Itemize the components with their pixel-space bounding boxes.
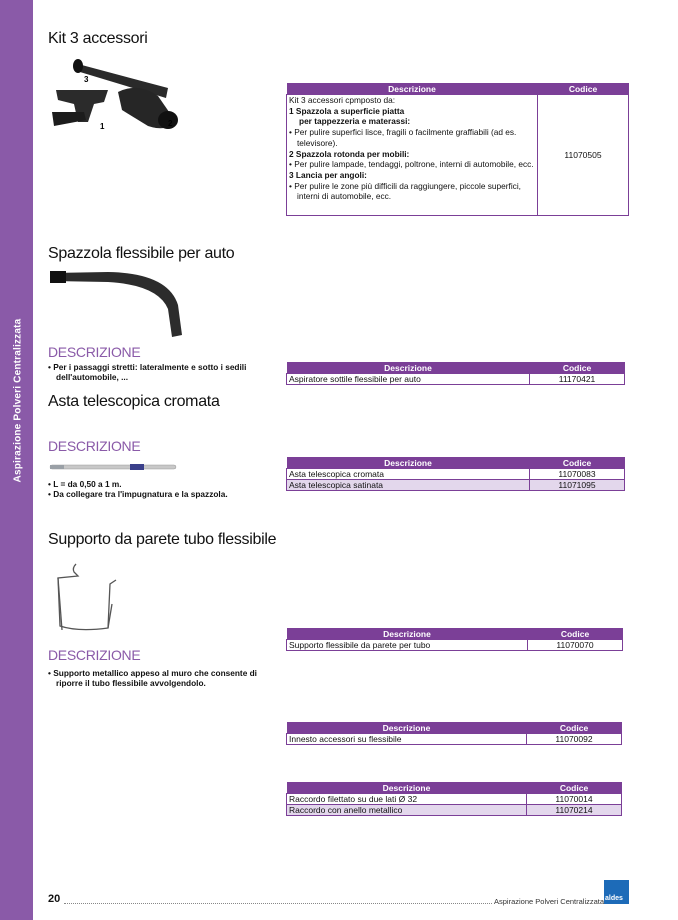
col-descrizione: Descrizione	[287, 83, 538, 95]
row-desc: Asta telescopica satinata	[287, 480, 530, 491]
col-descrizione: Descrizione	[287, 722, 527, 734]
row-code: 11070083	[530, 469, 625, 480]
bullet-item: • Da collegare tra l'impugnatura e la spazzola.	[48, 489, 273, 499]
supporto-title: Supporto da parete tubo flessibile	[48, 531, 277, 548]
spazzola-table	[286, 362, 625, 385]
flexible-brush-image	[48, 265, 188, 340]
row-desc: Aspiratore sottile flessibile per auto	[287, 374, 530, 385]
row-code: 11071095	[530, 480, 625, 491]
col-descrizione: Descrizione	[287, 362, 530, 374]
asta-desc-heading: DESCRIZIONE	[48, 438, 141, 454]
kit-line: 3 Lancia per angoli:	[289, 169, 367, 180]
bullet-item: • Supporto metallico appeso al muro che consente di riporre il tubo flessibile avvolgendolo.	[48, 668, 273, 688]
kit-line: 1 Spazzola a superficie piatta	[289, 105, 405, 116]
telescopic-rod-image	[48, 462, 178, 472]
spazzola-desc-heading: DESCRIZIONE	[48, 344, 141, 360]
bullet-item: • Per i passaggi stretti: lateralmente e sotto i sedili dell'automobile, ...	[48, 362, 273, 382]
kit-table	[286, 83, 629, 216]
kit-line: • Per pulire le zone più difficili da raggiungere, piccole superfici, interni di automobile, ecc.	[289, 180, 521, 202]
kit-line: Kit 3 accessori cpmposto da:	[289, 95, 396, 105]
row-code: 11070014	[527, 794, 622, 805]
col-codice: Codice	[527, 782, 622, 794]
wall-support-image	[48, 560, 123, 635]
row-desc: Supporto flessibile da parete per tubo	[287, 640, 528, 651]
col-codice: Codice	[527, 722, 622, 734]
col-codice: Codice	[538, 83, 629, 95]
logo-text: aldes	[605, 895, 623, 902]
kit-line: 2 Spazzola rotonda per mobili:	[289, 148, 410, 159]
kit-line: • Per pulire lampade, tendaggi, poltrone, interni di automobile, ecc.	[289, 159, 534, 170]
sidebar	[0, 0, 33, 920]
row-desc: Raccordo con anello metallico	[287, 805, 527, 816]
spazzola-bullets	[48, 362, 273, 382]
col-codice: Codice	[528, 628, 623, 640]
bullet-item: • L = da 0,50 a 1 m.	[48, 479, 273, 489]
kit-code: 11070505	[538, 95, 629, 216]
row-code: 11070092	[527, 734, 622, 745]
col-codice: Codice	[530, 457, 625, 469]
supporto-bullets	[48, 668, 273, 688]
row-desc: Innesto accessori su flessibile	[287, 734, 527, 745]
table-row	[287, 469, 625, 480]
col-codice: Codice	[530, 362, 625, 374]
table-row	[287, 794, 622, 805]
kit-line: • Per pulire superfici lisce, fragili o facilmente graffiabili (ad es. televisore).	[289, 127, 517, 148]
kit-title: Kit 3 accessori	[48, 30, 148, 47]
innesto-table	[286, 722, 622, 745]
kit-description-cell	[287, 95, 538, 216]
row-desc: Raccordo filettato su due lati Ø 32	[287, 794, 527, 805]
kit-accessories-image	[48, 52, 183, 137]
supporto-table	[286, 628, 623, 651]
col-descrizione: Descrizione	[287, 782, 527, 794]
table-row	[287, 480, 625, 491]
spazzola-title: Spazzola flessibile per auto	[48, 245, 235, 262]
kit-line: per tappezzeria e materassi:	[299, 116, 411, 127]
asta-title: Asta telescopica cromata	[48, 393, 220, 410]
row-code: 11070214	[527, 805, 622, 816]
table-row	[287, 734, 622, 745]
sidebar-label: Aspirazione Polveri Centralizzata	[12, 318, 24, 483]
footer-label: Aspirazione Polveri Centralizzata	[494, 897, 605, 906]
table-row	[287, 805, 622, 816]
page-number: 20	[48, 893, 61, 905]
footer-dots	[64, 895, 492, 904]
table-row	[287, 640, 623, 651]
col-descrizione: Descrizione	[287, 457, 530, 469]
raccordo-table	[286, 782, 622, 816]
label-2: 2	[168, 119, 173, 128]
label-1: 1	[100, 122, 105, 131]
col-descrizione: Descrizione	[287, 628, 528, 640]
row-code: 11170421	[530, 374, 625, 385]
asta-bullets	[48, 479, 273, 499]
supporto-desc-heading: DESCRIZIONE	[48, 647, 141, 663]
asta-table	[286, 457, 625, 491]
row-code: 11070070	[528, 640, 623, 651]
table-row	[287, 374, 625, 385]
label-3: 3	[84, 75, 89, 84]
row-desc: Asta telescopica cromata	[287, 469, 530, 480]
